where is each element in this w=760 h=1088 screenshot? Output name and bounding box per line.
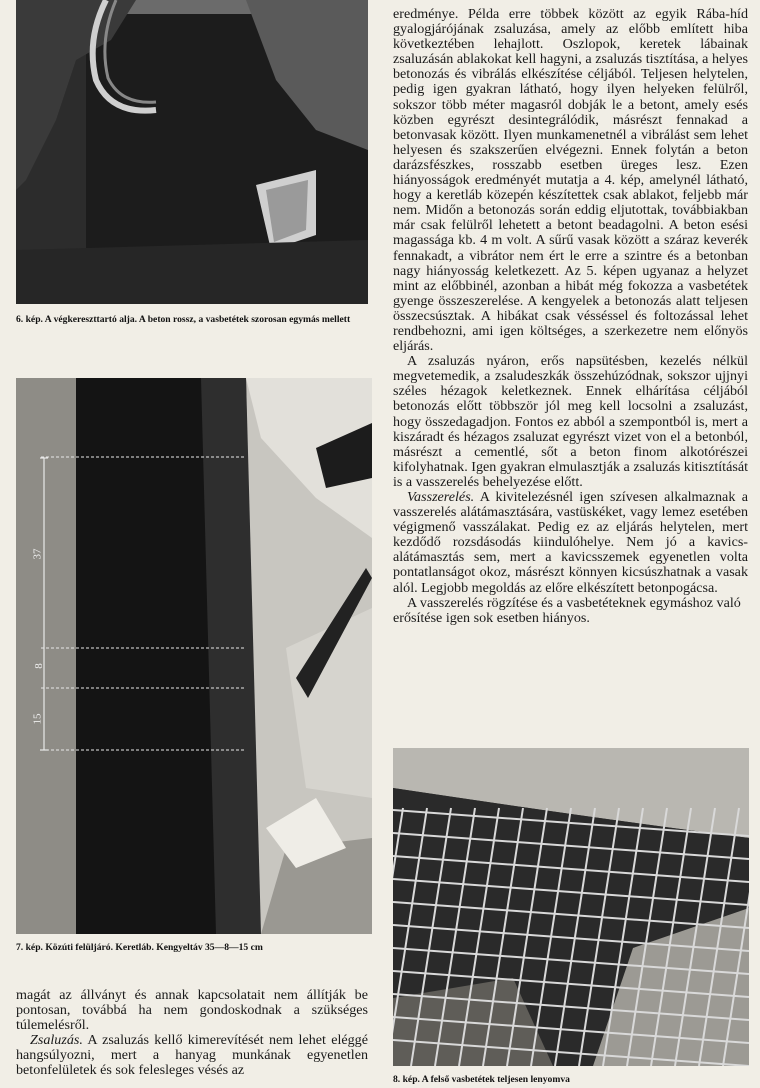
figure-7-caption: 7. kép. Közúti felüljáró. Keretláb. Kengyeltáv 35—8—15 cm bbox=[16, 942, 263, 953]
paragraph-formwork-summer: A zsaluzás nyáron, erős napsütésben, kezelés nélkül megvetemedik, a zsaludeszkák összehúzódnak, sokszor ujjnyi széles hézagok keletkeznek. Ennek elhárítása céljából betonozás előtt többször jól meg kell locsolni a zsaluzást, hogy összedagadjon. Fontos ez abból a szempontból is, mert a kiszáradt és hézagos zsaluzat egyrészt vizet von el a betonból, másrészt a cementlé, sőt a beton finom alkotórészei kifolyhatnak. Igen gyakran elmulasztják a zsaluzás kitisztítását is a vasszerelés behelyezése előtt. bbox=[393, 353, 748, 490]
paragraph-fixing: A vasszerelés rögzítése és a vasbetéteknek egymáshoz való erősítése igen sok esetben hiányos. bbox=[393, 594, 741, 626]
paragraph-intro: eredménye. Példa erre többek között az egyik Rába-híd gyalogjárójának zsaluzása, amely az előbb említett hiba következtében lehajlott. Oszlopok, keretek lábainak zsaluzásán ablakokat kell hagyni, a zsaluzás tisztítása, a helyes betonozás és vibrálás elkészítése céljából. Teljesen helytelen, pedig igen gyakran látható, hogy ilyen helyeken felülről, sokszor több méter magasról dobják le a betont, amely esés közben egyrészt desintegrálódik, másrészt fennakad a betonvasak között. Ilyen munkamenetnél a vibrálást sem lehet helyesen és szakszerűen elvégezni. Ennek folytán a beton darázsfészkes, rosszabb esetben üreges lesz. Ezen hiányosságok eredményét mutatja a 4. kép, amelynél látható, hogy a keretláb közepén készítettek csak ablakot, feljebb már nem. Midőn a betonozás során eddig eljutottak, továbbiakban már csak felülről lehetett a betont beadagolni. A beton esési magassága kb. 4 m volt. A sűrű vasak között a száraz keverék fennakadt, a vibrátor nem ért le erre a szintre és a betonban nagy hiányosság keletkezett. Az 5. képen ugyanaz a helyzet mint az előbbinél, azonban a hibát még fokozza a vasbetétek gyenge összeszerelése. A kengyelek a betonozás alatt teljesen összecsúsztak. A hibákat csak vésséssel és foltozással lehet rendbehozni, ami igen költséges, a szerkezetre nem előnyös eljárás. bbox=[393, 6, 748, 355]
right-column-text bbox=[393, 7, 748, 626]
figure-6-caption: 6. kép. A végkereszttartó alja. A beton rossz, a vasbetétek szorosan egymás mellett bbox=[16, 314, 351, 325]
paragraph-zsaluzas: Zsaluzás. A zsaluzás kellő kimerevítését nem lehet eléggé hangsúlyozni, mert a hanyag munkának egyenetlen betonfelületek és sok felesleges vésés az bbox=[16, 1032, 368, 1079]
heading-zsaluzas: Zsaluzás. bbox=[30, 1032, 83, 1049]
dimension-label-37: 37 bbox=[31, 548, 44, 560]
dimension-label-8: 8 bbox=[32, 663, 45, 669]
dimension-label-15: 15 bbox=[31, 713, 44, 725]
figure-6-photo bbox=[16, 0, 368, 304]
paragraph-scaffolding: magát az állványt és annak kapcsolatait nem állítják be pontosan, továbbá ha nem gondoskodnak a szükséges túlemelésről. bbox=[16, 987, 368, 1034]
paragraph-vasszereles: Vasszerelés. A kivitelezésnél igen szívesen alkalmaznak a vasszerelés alátámasztására, vastüskéket, vagy lemez esetében végigmenő vasszálakat. Pedig ez az eljárás helytelen, mert kezdődő rozsdásodás kiindulóhelye. Nem jó a kavics-alátámasztás sem, mert a kavicsszemek egyenetlen volta pontatlanságot okoz, másrészt könnyen kicsúszhatnak a vasak alól. Legjobb megoldás az előre elkészített betonpogácsa. bbox=[393, 489, 748, 596]
heading-vasszereles: Vasszerelés. bbox=[407, 489, 475, 505]
figure-8-caption: 8. kép. A felső vasbetétek teljesen lenyomva bbox=[393, 1074, 570, 1085]
left-column-text bbox=[16, 988, 368, 1079]
figure-7-photo bbox=[16, 378, 372, 934]
figure-8-photo bbox=[393, 748, 749, 1066]
